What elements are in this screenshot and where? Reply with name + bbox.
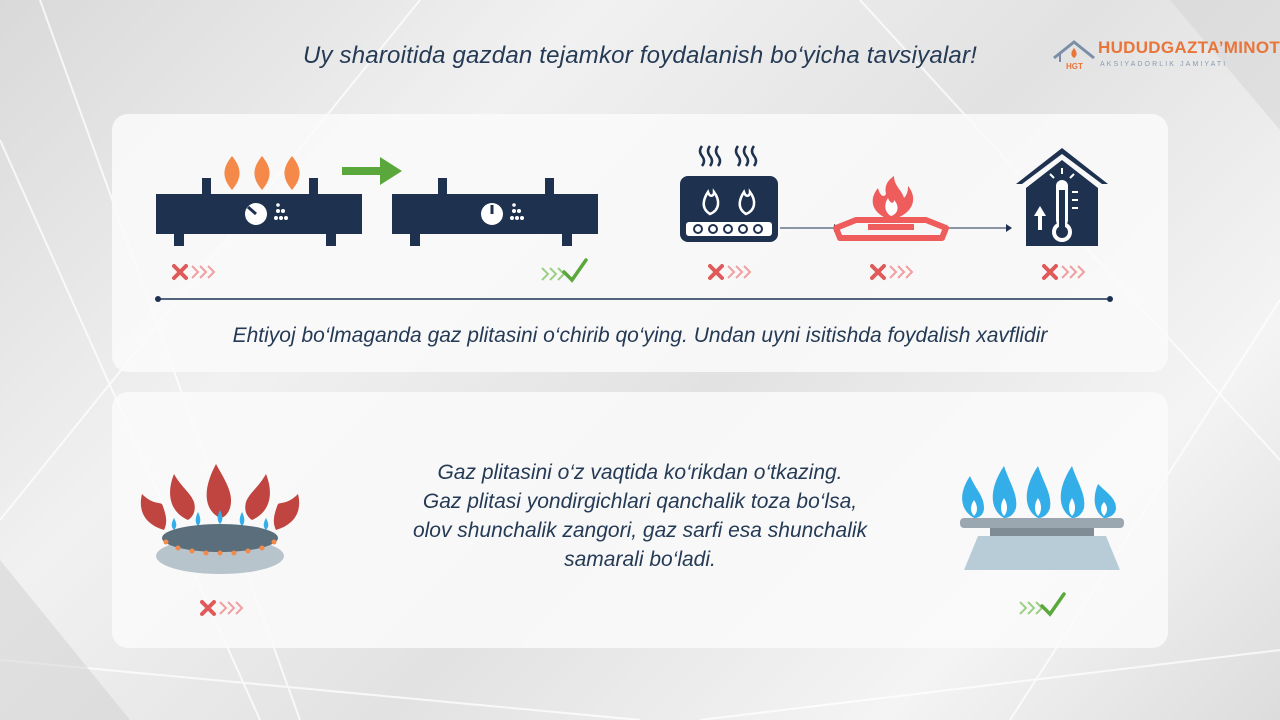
hot-stove-icon	[676, 140, 782, 250]
wrong-mark-icon	[706, 262, 752, 284]
page-title: Uy sharoitida gazdan tejamkor foydalanish bo‘yicha tavsiyalar!	[302, 42, 978, 69]
timeline-divider	[152, 294, 1116, 304]
top-caption: Ehtiyoj bo‘lmaganda gaz plitasini o‘chirib qo‘ying. Undan uyni isitishda foydalish xavflidir	[232, 324, 1048, 347]
wrong-mark-icon	[170, 262, 216, 284]
bottom-caption-line: Gaz plitasini o‘z vaqtida ko‘rikdan o‘tkazing.	[437, 461, 843, 484]
wrong-mark-icon	[1040, 262, 1086, 284]
bottom-caption	[330, 458, 950, 574]
logo-abbr: HGT	[1066, 62, 1083, 71]
house-thermometer-icon	[1012, 146, 1112, 250]
correct-mark-icon	[540, 256, 590, 284]
correct-mark-icon	[1018, 590, 1068, 618]
bottom-caption-line: olov shunchalik zangori, gaz sarfi esa shunchalik	[412, 519, 868, 542]
stove-on-icon	[150, 150, 370, 250]
wrong-mark-icon	[198, 598, 244, 620]
logo-subtitle: AKSIYADORLIK JAMIYATI	[1100, 61, 1228, 68]
wrong-mark-icon	[868, 262, 914, 284]
clean-burner-blue-flame-icon	[948, 462, 1138, 574]
company-logo	[1052, 36, 1280, 76]
connector-arrow-icon	[780, 222, 840, 234]
burner-flame-icon	[832, 176, 950, 246]
stove-off-icon	[386, 150, 606, 250]
dirty-burner-red-flame-icon	[136, 460, 306, 580]
bottom-caption-line: samarali bo‘ladi.	[564, 548, 716, 571]
logo-name: HUDUDGAZTA’MINOT	[1098, 38, 1280, 57]
connector-arrow-icon	[946, 222, 1012, 234]
bottom-caption-line: Gaz plitasi yondirgichlari qanchalik toza bo‘lsa,	[422, 490, 858, 513]
